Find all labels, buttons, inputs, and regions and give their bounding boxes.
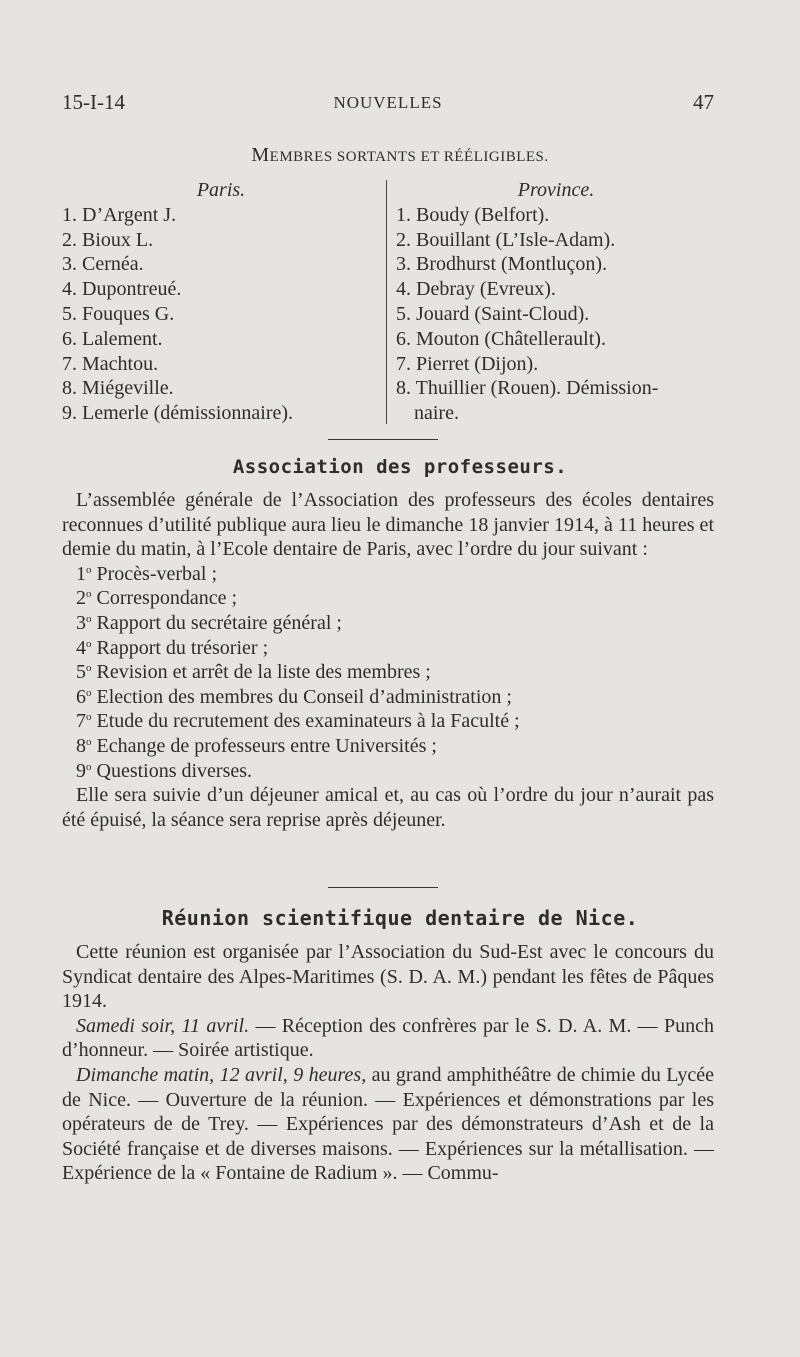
association-closing: Elle sera suivie d’un déjeuner amical et, au cas où l’ordre du jour n’aurait pas été épuisé, la séance sera reprise après déjeuner. (62, 784, 714, 831)
members-heading-initial: M (251, 144, 270, 166)
members-heading-rest: EMBRES SORTANTS ET RÉÉLIGIBLES. (269, 149, 549, 165)
agenda-item: 9$^o$ Questions diverses. (76, 759, 253, 782)
page-number: 47 (693, 90, 714, 114)
issue-date: 15-I-14 (62, 90, 125, 114)
list-item: 6. Lalement. (62, 327, 163, 350)
agenda-item: 4$^o$ Rapport du trésorier ; (76, 636, 269, 659)
list-item: 5. Jouard (Saint-Cloud). (396, 302, 590, 325)
province-list (396, 203, 716, 426)
list-item: 8. Thuillier (Rouen). Démission- (396, 377, 659, 400)
list-item: 1. D’Argent J. (62, 203, 177, 226)
list-item: 2. Bioux L. (62, 228, 154, 251)
section-divider (328, 439, 438, 440)
list-item: 3. Brodhurst (Montluçon). (396, 253, 608, 276)
agenda-item: 2$^o$ Correspondance ; (76, 587, 238, 610)
agenda-item: 1$^o$ Procès-verbal ; (76, 562, 218, 585)
list-item: 2. Bouillant (L’Isle-Adam). (396, 228, 616, 251)
page-header (62, 90, 714, 120)
agenda-list (62, 562, 714, 783)
list-item: 9. Lemerle (démissionnaire). (62, 402, 294, 425)
list-item: 3. Cernéa. (62, 253, 144, 276)
section-divider (328, 887, 438, 888)
association-intro: L’assemblée générale de l’Association des professeurs des écoles dentaires reconnues d’utilité publique aura lieu le dimanche 18 janvier 1914, à 11 heures et demie du matin, à l’Ecole dentaire de Paris, avec l’ordre du jour suivant : (62, 489, 714, 561)
members-heading (0, 144, 800, 167)
agenda-item: 8$^o$ Echange de professeurs entre Universités ; (76, 734, 437, 757)
list-item: 1. Boudy (Belfort). (396, 203, 550, 226)
list-item: naire. (414, 402, 459, 425)
list-item: 6. Mouton (Châtellerault). (396, 327, 606, 350)
agenda-item: 7$^o$ Etude du recrutement des examinateurs à la Faculté ; (76, 710, 520, 733)
paris-heading: Paris. (196, 179, 246, 201)
province-column (396, 178, 716, 426)
association-heading: Association des professeurs. (232, 456, 568, 478)
list-item: 5. Fouques G. (62, 302, 175, 325)
list-item: 7. Machtou. (62, 352, 159, 375)
province-heading: Province. (517, 179, 595, 201)
paris-column (62, 178, 380, 426)
column-divider (386, 180, 387, 424)
reunion-paragraph: Samedi soir, 11 avril. — Réception des confrères par le S. D. A. M. — Punch d’honneur. — Soirée artistique. (62, 1014, 714, 1062)
reunion-heading: Réunion scientifique dentaire de Nice. (161, 906, 639, 930)
list-item: 7. Pierret (Dijon). (396, 352, 539, 375)
agenda-item: 5$^o$ Revision et arrêt de la liste des membres ; (76, 661, 431, 684)
agenda-item: 6$^o$ Election des membres du Conseil d’administration ; (76, 685, 512, 708)
association-body (62, 488, 714, 832)
reunion-paragraph: Dimanche matin, 12 avril, 9 heures, au grand amphithéâtre de chimie du Lycée de Nice. — Ouverture de la réunion. — Expériences et démonstrations par les opérateurs de de Trey. — Expériences par des démonstrateurs d’Ash et de la Société française et de diverses maisons. — Expériences sur la métallisation. — Expérience de la « Fontaine de Radium ». — Commu- (62, 1063, 714, 1185)
running-title: NOUVELLES (333, 93, 443, 112)
reunion-body (62, 940, 714, 1186)
paris-list (62, 203, 380, 426)
reunion-paragraph: Cette réunion est organisée par l’Association du Sud-Est avec le concours du Syndicat dentaire des Alpes-Maritimes (S. D. A. M.) pendant les fêtes de Pâques 1914. (62, 941, 714, 1013)
list-item: 4. Dupontreué. (62, 278, 182, 301)
list-item: 4. Debray (Evreux). (396, 278, 556, 301)
list-item: 8. Miégeville. (62, 377, 174, 400)
agenda-item: 3$^o$ Rapport du secrétaire général ; (76, 611, 342, 634)
